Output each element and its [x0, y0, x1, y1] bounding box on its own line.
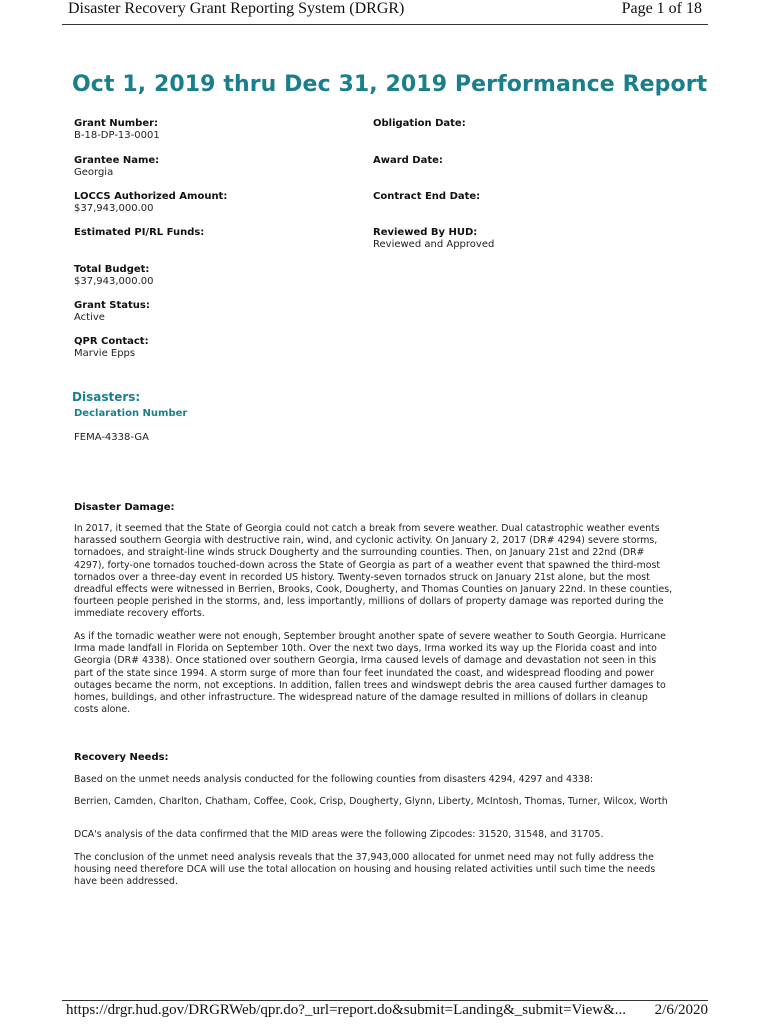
- contract-end-date-label: Contract End Date:: [373, 191, 481, 202]
- grant-number-label: Grant Number:: [74, 118, 159, 129]
- grant-status-value: Active: [74, 312, 105, 323]
- reviewed-by-hud-value: Reviewed and Approved: [373, 239, 495, 250]
- contract-end-date-field: [373, 191, 480, 203]
- loccs-amount-field: [74, 191, 227, 215]
- recovery-needs-paragraph-2: Berrien, Camden, Charlton, Chatham, Coffee, Cook, Crisp, Dougherty, Glynn, Liberty, McIntosh, Thomas, Turner, Wilcox, Worth: [74, 796, 668, 807]
- qpr-contact-value: Marvie Epps: [74, 348, 136, 359]
- qpr-contact-field: [74, 336, 149, 360]
- grant-status-label: Grant Status:: [74, 300, 150, 311]
- total-budget-value: $37,943,000.00: [74, 276, 154, 287]
- obligation-date-field: [373, 118, 466, 130]
- loccs-amount-label: LOCCS Authorized Amount:: [74, 191, 228, 202]
- reviewed-by-hud-field: [373, 227, 494, 251]
- page-footer: [0, 1002, 770, 1024]
- award-date-field: [373, 155, 443, 167]
- page-header: [0, 0, 770, 24]
- grant-number-value: B-18-DP-13-0001: [74, 130, 160, 141]
- disasters-heading: Disasters:: [72, 390, 141, 404]
- disaster-damage-heading: Disaster Damage:: [74, 502, 175, 513]
- declaration-number-value: FEMA-4338-GA: [74, 432, 149, 443]
- grant-status-field: [74, 300, 150, 324]
- header-divider: [62, 24, 708, 25]
- grant-number-field: [74, 118, 160, 142]
- disaster-damage-paragraph-1: In 2017, it seemed that the State of Georgia could not catch a break from severe weather. Dual catastrophic weather events harassed southern Georgia with destructive rain, wind, and cyclonic activity. On January 2, 2017 (DR# 4294) severe storms, tornadoes, and straight-line winds struck Dougherty and the surrounding counties. Then, on January 21st and 22nd (DR# 4297), forty-one tornados touched-down across the State of Georgia as part of a weather event that spawned the third-most tornados over a three-day event in recorded US history. Twenty-seven tornados struck on January 21st alone, but the most dreadful effects were witnessed in Berrien, Brooks, Cook, Dougherty, and Thomas Counties on January 22nd. In these counties, fourteen people perished in the storms, and, less importantly, millions of dollars of property damage was reported during the immediate recovery efforts.: [74, 523, 673, 620]
- system-name: Disaster Recovery Grant Reporting System (DRGR): [68, 0, 405, 17]
- footer-divider: [62, 1000, 708, 1001]
- report-title: Oct 1, 2019 thru Dec 31, 2019 Performance Report: [72, 72, 708, 97]
- page-indicator: Page 1 of 18: [621, 0, 702, 17]
- grantee-name-label: Grantee Name:: [74, 155, 160, 166]
- declaration-number-label: Declaration Number: [74, 408, 188, 419]
- reviewed-by-hud-label: Reviewed By HUD:: [373, 227, 478, 238]
- qpr-contact-label: QPR Contact:: [74, 336, 149, 347]
- grantee-name-value: Georgia: [74, 167, 114, 178]
- total-budget-label: Total Budget:: [74, 264, 150, 275]
- recovery-needs-paragraph-4: The conclusion of the unmet need analysis reveals that the 37,943,000 allocated for unmet need may not fully address the housing need therefore DCA will use the total allocation on housing and housing related activities until such time the needs have been addressed.: [74, 852, 656, 888]
- loccs-amount-value: $37,943,000.00: [74, 203, 154, 214]
- footer-url-link[interactable]: https://drgr.hud.gov/DRGRWeb/qpr.do?_url=report.do&submit=Landing&_submit=View&...: [66, 1002, 627, 1018]
- obligation-date-label: Obligation Date:: [373, 118, 466, 129]
- recovery-needs-heading: Recovery Needs:: [74, 752, 169, 763]
- disaster-damage-paragraph-2: As if the tornadic weather were not enough, September brought another spate of severe weather to South Georgia. Hurricane Irma made landfall in Florida on September 10th. Over the next two days, Irma worked its way up the Florida coast and into Georgia (DR# 4338). Once stationed over southern Georgia, Irma caused levels of damage and devastation not seen in this part of the state since 1994. A storm surge of more than four feet inundated the coast, and widespread flooding and power outages became the norm, not exceptions. In addition, fallen trees and windswept debris the area caused further damages to homes, buildings, and other infrastructure. The widespread nature of the damage resulted in millions of dollars in cleanup costs alone.: [74, 631, 666, 716]
- footer-date: 2/6/2020: [654, 1002, 708, 1018]
- total-budget-field: [74, 264, 154, 288]
- pirl-funds-field: [74, 227, 204, 239]
- recovery-needs-paragraph-3: DCA's analysis of the data confirmed that the MID areas were the following Zipcodes: 31520, 31548, and 31705.: [74, 829, 604, 840]
- grantee-name-field: [74, 155, 159, 179]
- recovery-needs-paragraph-1: Based on the unmet needs analysis conducted for the following counties from disasters 4294, 4297 and 4338:: [74, 774, 594, 785]
- award-date-label: Award Date:: [373, 155, 443, 166]
- pirl-funds-label: Estimated PI/RL Funds:: [74, 227, 205, 238]
